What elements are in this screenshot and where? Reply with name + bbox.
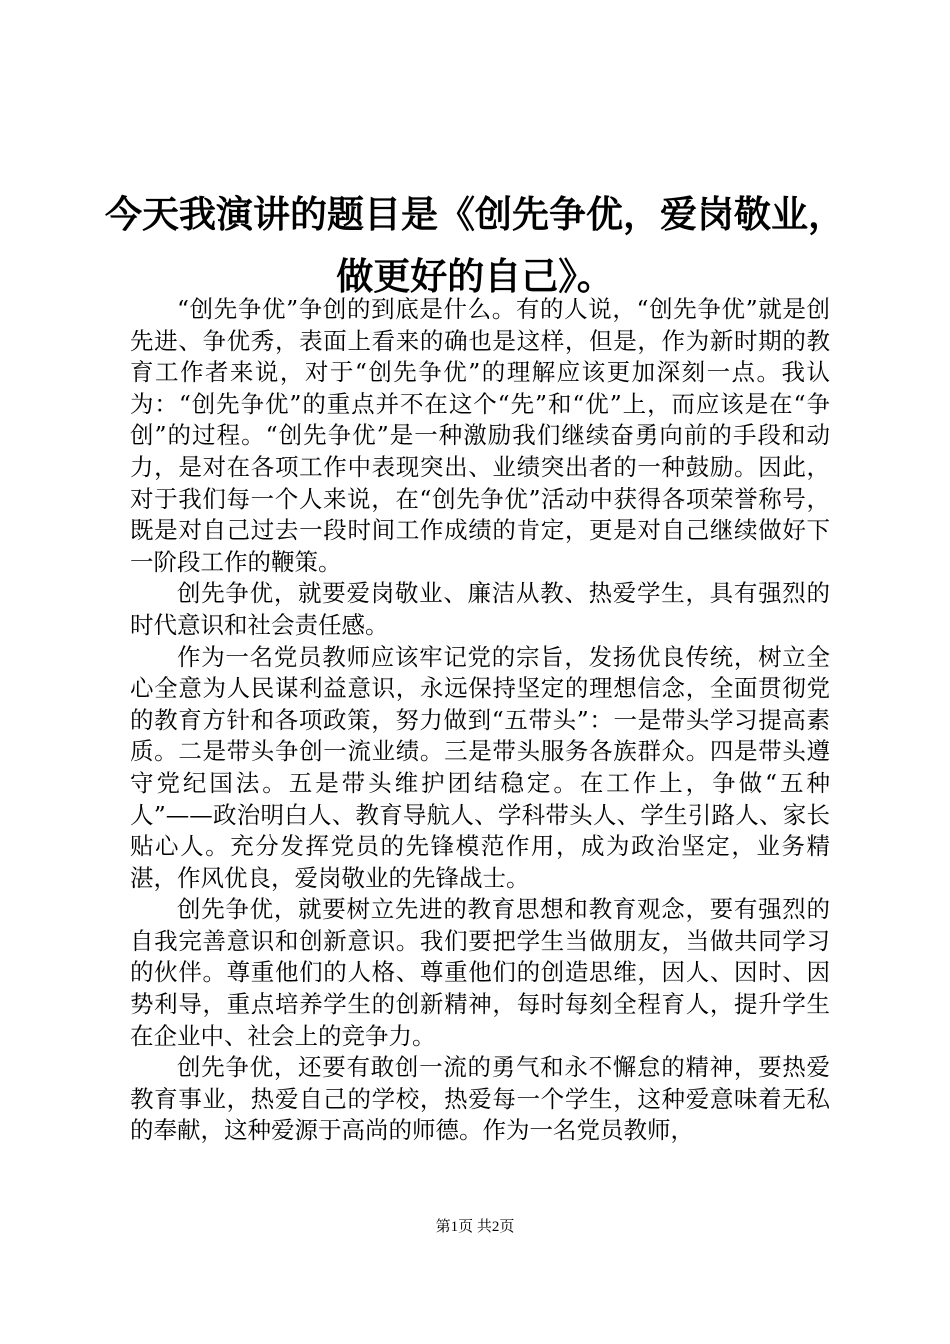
title-line-2: 做更好的自己》。 (336, 254, 614, 298)
title-line-1: 今天我演讲的题目是《创先争优，爱岗敬业， (105, 192, 845, 236)
body-text (130, 294, 830, 1147)
page-footer: 第1页 共2页 (435, 1219, 515, 1235)
paragraph: “创先争优”争创的到底是什么。有的人说，“创先争优”就是创先进、争优秀，表面上看来的确也是这样，但是，作为新时期的教育工作者来说，对于“创先争优”的理解应该更加深刻一点。我认为：“创先争优”的重点并不在这个“先”和“优”上，而应该是在“争创”的过程。“创先争优”是一种激励我们继续奋勇向前的手段和动力，是对在各项工作中表现突出、业绩突出者的一种鼓励。因此，对于我们每一个人来说，在“创先争优”活动中获得各项荣誉称号，既是对自己过去一段时间工作成绩的肯定，更是对自己继续做好下一阶段工作的鞭策。 (130, 295, 830, 576)
paragraph: 创先争优，就要树立先进的教育思想和教育观念，要有强烈的自我完善意识和创新意识。我们要把学生当做朋友，当做共同学习的伙伴。尊重他们的人格、尊重他们的创造思维，因人、因时、因势利导，重点培养学生的创新精神，每时每刻全程育人，提升学生在企业中、社会上的竞争力。 (130, 895, 830, 1050)
paragraph: 创先争优，就要爱岗敬业、廉洁从教、热爱学生，具有强烈的时代意识和社会责任感。 (130, 579, 830, 639)
paragraph: 作为一名党员教师应该牢记党的宗旨，发扬优良传统，树立全心全意为人民谋利益意识，永远保持坚定的理想信念，全面贯彻党的教育方针和各项政策，努力做到“五带头”：一是带头学习提高素质。二是带头争创一流业绩。三是带头服务各族群众。四是带头遵守党纪国法。五是带头维护团结稳定。在工作上，争做“五种人”——政治明白人、教育导航人、学科带头人、学生引路人、家长贴心人。充分发挥党员的先锋模范作用，成为政治坚定，业务精湛，作风优良，爱岗敬业的先锋战士。 (130, 642, 830, 892)
paragraph: 创先争优，还要有敢创一流的勇气和永不懈怠的精神，要热爱教育事业，热爱自己的学校，热爱每一个学生，这种爱意味着无私的奉献，这种爱源于高尚的师德。作为一名党员教师， (130, 1053, 830, 1145)
